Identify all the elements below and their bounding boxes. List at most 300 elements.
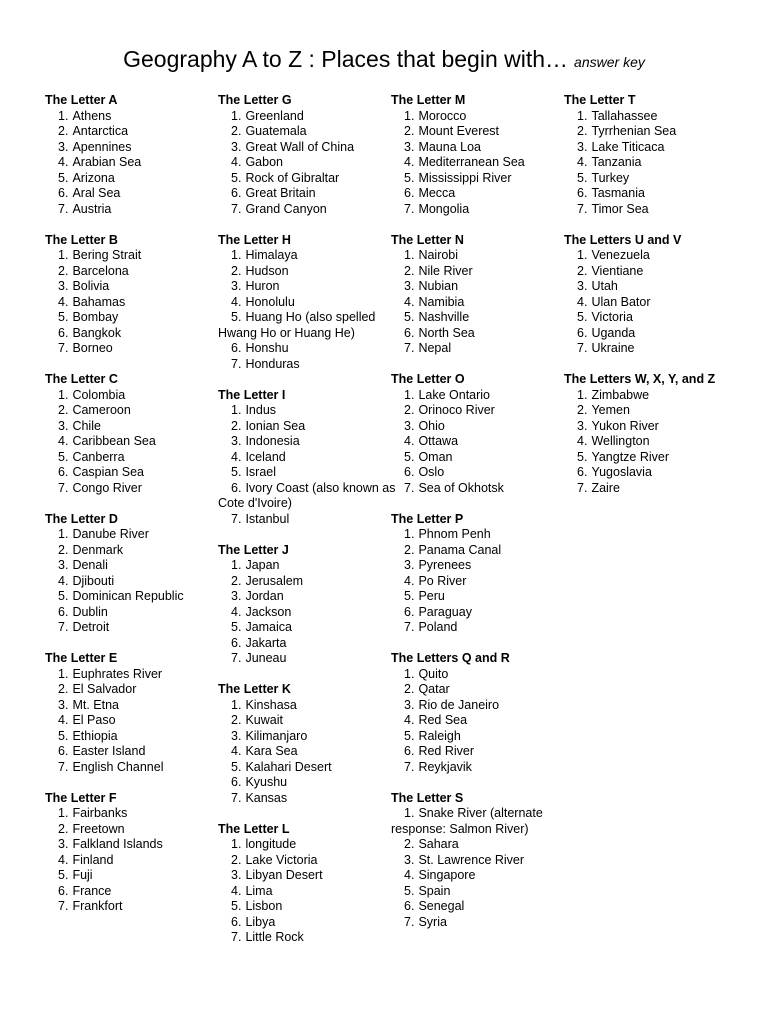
item-text: Orinoco River [418,403,495,417]
item-text: Honduras [245,356,300,371]
list-item [218,853,398,869]
column-4 [564,93,744,512]
section-heading: The Letter H [218,232,291,247]
item-number: 5. [231,465,242,479]
item-number: 4. [231,744,242,758]
list-item [391,760,571,776]
item-number: 3. [58,697,69,712]
item-text: Finland [72,852,114,867]
item-number: 4. [231,294,242,309]
list-item [45,713,225,729]
item-number: 5. [577,449,588,464]
item-text: Poland [418,620,458,634]
list-item [45,558,225,574]
item-number: 3. [58,558,69,572]
item-number: 4. [404,155,415,169]
list-item [564,326,744,342]
item-number: 1. [231,403,242,417]
item-number: 7. [58,341,69,355]
item-number: 5. [404,449,415,464]
item-number: 5. [231,899,242,913]
item-text: Mongolia [418,201,470,216]
list-item [45,837,225,853]
item-text: Dominican Republic [72,589,184,603]
item-number: 3. [58,418,69,433]
item-text: Tyrrhenian Sea [591,124,677,138]
item-number: 6. [231,775,242,789]
item-text: Djibouti [72,573,115,588]
item-number: 5. [231,170,242,185]
answer-section [45,512,225,636]
item-text: Libya [245,914,276,929]
section-heading: The Letter B [45,232,118,247]
item-number: 1. [58,108,69,123]
item-text: Jamaica [245,620,292,634]
item-number: 5. [577,310,588,324]
list-item [391,388,571,404]
item-number: 7. [231,356,242,371]
list-item [218,295,398,311]
item-text: Greenland [245,108,304,123]
answer-list [391,388,571,497]
list-item [218,155,398,171]
answer-list [45,667,225,776]
item-text: Zimbabwe [591,387,650,402]
answer-section [45,791,225,915]
item-text: Singapore [418,868,476,882]
section-heading: The Letters U and V [564,232,682,247]
item-number: 1. [231,558,242,572]
list-item [391,419,571,435]
list-item [218,465,398,481]
item-text: Tasmania [591,186,645,200]
item-number: 6. [404,465,415,479]
list-item [45,868,225,884]
item-text: Qatar [418,682,450,696]
list-item [45,667,225,683]
list-item [45,403,225,419]
list-item [45,202,225,218]
item-text: Kuwait [245,713,283,727]
list-item [218,186,398,202]
item-number: 1. [577,387,588,402]
item-text: Juneau [245,651,287,665]
item-number: 3. [577,418,588,433]
item-number: 5. [58,170,69,185]
section-heading: The Letters Q and R [391,651,510,665]
item-number: 4. [231,883,242,898]
list-item [564,310,744,326]
item-number: 2. [404,403,415,417]
item-text: Kalahari Desert [245,759,332,774]
item-text: Ottawa [418,434,459,448]
list-item [218,341,398,357]
item-text: Mediterranean Sea [418,155,525,169]
item-number: 2. [577,403,588,417]
item-text: Dublin [72,604,108,619]
answer-list [391,248,571,357]
title-main: Geography A to Z : Places that begin with… [123,46,569,72]
item-number: 3. [404,418,415,433]
list-item [218,744,398,760]
section-heading: The Letter N [391,232,464,247]
item-text: Venezuela [591,248,650,262]
item-text: Canberra [72,449,125,464]
list-item [391,899,571,915]
list-item [391,806,571,837]
answer-section [391,512,571,636]
list-item [391,124,571,140]
list-item [391,620,571,636]
list-item [45,481,225,497]
item-number: 3. [231,868,242,882]
item-text: Mississippi River [418,170,512,185]
list-item [391,667,571,683]
item-text: Danube River [72,527,149,541]
list-item [45,171,225,187]
item-text: Nile River [418,263,473,278]
item-number: 5. [58,310,69,324]
list-item [391,310,571,326]
item-text: Grand Canyon [245,201,327,216]
list-item [391,171,571,187]
list-item [391,589,571,605]
list-item [391,744,571,760]
list-item [391,279,571,295]
item-number: 1. [58,666,69,681]
list-item [45,682,225,698]
item-number: 3. [231,434,242,448]
item-number: 5. [231,620,242,634]
item-number: 4. [577,434,588,448]
item-text: Kilimanjaro [245,728,308,743]
list-item [391,682,571,698]
item-text: Bangkok [72,325,122,340]
item-text: Ethiopia [72,728,118,743]
list-item [564,341,744,357]
item-number: 3. [577,279,588,293]
item-text: Red Sea [418,713,468,727]
list-item [218,837,398,853]
list-item [391,450,571,466]
list-item [45,543,225,559]
item-number: 7. [404,759,415,774]
item-number: 5. [404,589,415,603]
item-number: 1. [577,248,588,262]
answer-section [45,93,225,217]
item-number: 3. [404,558,415,572]
list-item [218,713,398,729]
item-text: Japan [245,558,280,572]
column-3 [391,93,571,946]
item-text: Indus [245,403,277,417]
item-number: 1. [231,108,242,123]
answer-section [564,233,744,357]
list-item [564,171,744,187]
item-number: 5. [404,728,415,743]
item-number: 5. [58,589,69,603]
answer-section [391,372,571,496]
item-text: Turkey [591,170,630,185]
list-item [45,124,225,140]
list-item [218,279,398,295]
item-text: Kyushu [245,775,288,789]
list-item [564,264,744,280]
item-text: Iceland [245,449,286,464]
item-text: Red River [418,744,475,758]
item-text: Euphrates River [72,666,163,681]
item-number: 7. [231,511,242,526]
answer-section [391,651,571,775]
list-item [391,403,571,419]
item-number: 2. [231,263,242,278]
item-text: Austria [72,201,112,216]
list-item [45,853,225,869]
answer-list [564,109,744,218]
item-text: Tallahassee [591,108,658,123]
item-text: Panama Canal [418,542,502,557]
item-text: Paraguay [418,604,472,619]
item-number: 6. [404,744,415,758]
section-heading: The Letter K [218,682,291,696]
item-number: 1. [404,108,415,123]
item-text: Arabian Sea [72,155,142,169]
item-number: 4. [404,573,415,588]
item-text: Fuji [72,868,93,882]
item-number: 4. [231,449,242,464]
list-item [564,434,744,450]
list-item [391,326,571,342]
item-number: 6. [231,914,242,929]
item-number: 2. [231,124,242,138]
list-item [45,822,225,838]
list-item [218,651,398,667]
answer-section [45,372,225,496]
list-item [45,620,225,636]
item-number: 6. [58,465,69,479]
item-text: Zaire [591,480,620,495]
list-item [218,636,398,652]
item-text: Victoria [591,310,633,324]
item-text: Snake River (alternate response: Salmon River) [391,806,543,836]
page-title [0,46,768,73]
item-number: 1. [404,527,415,541]
item-number: 6. [231,186,242,200]
item-text: Mecca [418,186,456,200]
item-number: 6. [577,465,588,479]
item-number: 2. [577,263,588,278]
answer-list [391,806,571,930]
section-heading: The Letter P [391,511,464,526]
list-item [564,465,744,481]
item-text: Libyan Desert [245,868,323,882]
list-item [45,326,225,342]
item-text: El Salvador [72,682,137,696]
list-item [564,388,744,404]
list-item [391,465,571,481]
item-text: Hudson [245,263,289,278]
list-item [391,558,571,574]
list-item [391,341,571,357]
list-item [218,357,398,373]
item-number: 2. [404,542,415,557]
item-text: Po River [418,573,467,588]
item-number: 3. [577,139,588,154]
item-number: 5. [404,170,415,185]
item-text: Denmark [72,542,124,557]
item-number: 1. [58,806,69,820]
item-text: Kansas [245,790,288,805]
item-number: 2. [231,573,242,588]
item-number: 6. [58,325,69,340]
item-number: 4. [58,713,69,727]
item-number: 2. [58,682,69,696]
list-item [391,698,571,714]
item-number: 3. [231,728,242,743]
list-item [45,434,225,450]
list-item [218,419,398,435]
list-item [45,760,225,776]
item-text: Denali [72,558,108,572]
list-item [45,248,225,264]
item-number: 1. [577,108,588,123]
item-text: Nubian [418,279,459,293]
list-item [45,264,225,280]
answer-list [45,388,225,497]
item-text: Peru [418,589,445,603]
item-text: Reykjavik [418,759,472,774]
list-item [218,450,398,466]
item-number: 6. [58,604,69,619]
answer-list [218,698,398,807]
item-text: Mauna Loa [418,139,481,154]
list-item [391,186,571,202]
item-text: Istanbul [245,511,290,526]
list-item [391,837,571,853]
item-text: Lake Ontario [418,387,491,402]
section-heading: The Letter D [45,511,118,526]
answer-section [45,651,225,775]
list-item [218,558,398,574]
item-number: 7. [231,201,242,216]
column-1 [45,93,225,930]
item-number: 2. [404,124,415,138]
item-number: 1. [231,837,242,851]
item-number: 6. [231,480,242,495]
list-item [45,140,225,156]
item-text: Pyrenees [418,558,472,572]
list-item [564,109,744,125]
list-item [391,295,571,311]
item-text: Yangtze River [591,449,670,464]
answer-list [564,248,744,357]
answer-list [218,403,398,527]
list-item [218,868,398,884]
item-text: Syria [418,914,447,929]
item-number: 1. [231,248,242,262]
answer-section [218,682,398,806]
item-number: 7. [577,480,588,495]
list-item [391,248,571,264]
list-item [564,403,744,419]
item-number: 1. [404,248,415,262]
answer-section [218,543,398,667]
item-number: 2. [58,542,69,557]
list-item [45,279,225,295]
item-number: 7. [404,914,415,929]
item-number: 2. [231,418,242,433]
answer-list [391,667,571,776]
list-item [218,620,398,636]
item-text: Indonesia [245,434,300,448]
item-text: Lake Victoria [245,852,318,867]
item-text: Nairobi [418,248,459,262]
list-item [45,155,225,171]
list-item [564,202,744,218]
item-text: Vientiane [591,263,644,278]
section-heading: The Letter J [218,542,289,557]
section-heading: The Letter O [391,372,465,386]
item-number: 2. [404,682,415,696]
list-item [391,109,571,125]
item-text: Gabon [245,155,283,169]
item-text: Honshu [245,341,289,355]
item-text: North Sea [418,325,475,340]
item-text: Himalaya [245,248,298,262]
section-heading: The Letter E [45,651,118,665]
item-number: 6. [404,186,415,200]
list-item [391,884,571,900]
item-text: Jackson [245,604,292,619]
item-number: 4. [58,852,69,867]
list-item [391,605,571,621]
item-number: 7. [58,620,69,634]
answer-section [391,791,571,931]
list-item [391,434,571,450]
list-item [45,806,225,822]
item-number: 3. [58,279,69,293]
item-number: 3. [404,279,415,293]
item-text: Phnom Penh [418,527,491,541]
item-text: Rock of Gibraltar [245,170,340,185]
list-item [45,465,225,481]
item-text: Honolulu [245,294,295,309]
item-number: 5. [58,868,69,882]
answer-list [218,558,398,667]
list-item [218,512,398,528]
list-item [45,574,225,590]
list-item [45,605,225,621]
item-text: Congo River [72,480,142,495]
item-text: Athens [72,108,112,123]
section-heading: The Letter L [218,821,290,836]
item-number: 3. [58,139,69,154]
item-text: Sahara [418,837,459,851]
title-subtitle: answer key [574,54,645,70]
list-item [45,527,225,543]
list-item [218,310,398,341]
list-item [564,140,744,156]
list-item [45,729,225,745]
item-number: 2. [404,837,415,851]
item-text: Wellington [591,434,650,448]
list-item [218,884,398,900]
item-number: 6. [404,604,415,619]
item-number: 6. [58,186,69,200]
item-number: 7. [404,201,415,216]
list-item [218,124,398,140]
list-item [391,853,571,869]
